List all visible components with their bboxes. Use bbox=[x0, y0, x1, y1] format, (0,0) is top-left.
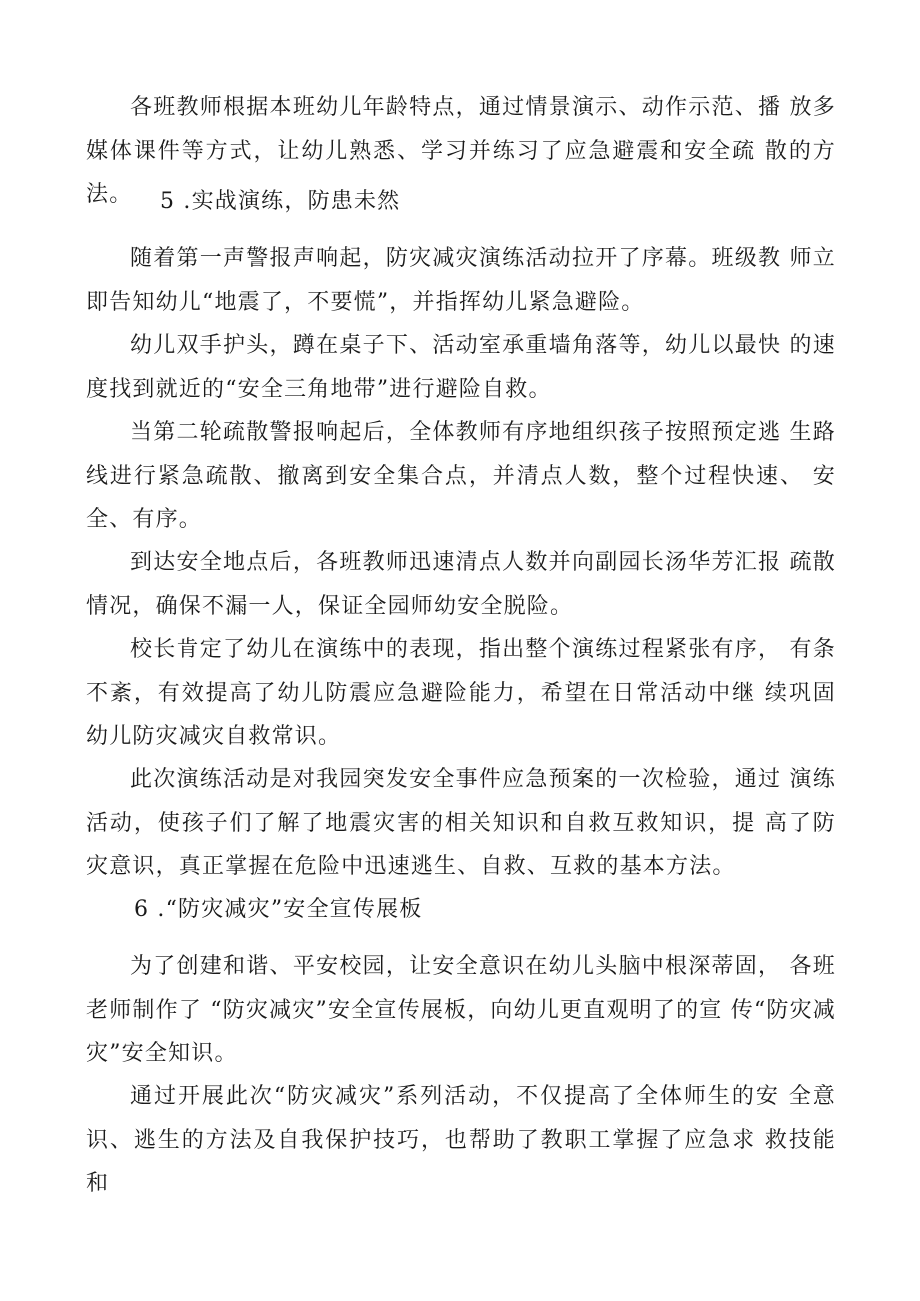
section-heading-6: 6 .“防灾减灾”安全宣传展板 bbox=[134, 897, 423, 922]
paragraph-drill-summary: 此次演练活动是对我园突发安全事件应急预案的一次检验，通过 演练活动，使孩子们了解了地震灾害的相关知识和自救互救知识，提 高了防灾意识，真正掌握在危险中迅速逃生、自救、互救的基本方法。 bbox=[86, 767, 836, 879]
section-heading-5: 5 .实战演练，防患未然 bbox=[160, 189, 401, 214]
paragraph-principal-remarks: 校长肯定了幼儿在演练中的表现，指出整个演练过程紧张有序， 有条不紊，有效提高了幼儿防震应急避险能力，希望在日常活动中继 续巩固幼儿防灾减灾自救常识。 bbox=[86, 637, 836, 749]
paragraph-drill-teaching: 各班教师根据本班幼儿年龄特点，通过情景演示、动作示范、播 放多媒体课件等方式，让幼儿熟悉、学习并练习了应急避震和安全疏 散的方法。 bbox=[86, 95, 836, 207]
paragraph-evacuation: 当第二轮疏散警报响起后，全体教师有序地组织孩子按照预定逃 生路线进行紧急疏散、撤离到安全集合点，并清点人数，整个过程快速、 安全、有序。 bbox=[86, 420, 836, 532]
paragraph-alarm: 随着第一声警报声响起，防灾减灾演练活动拉开了序幕。班级教 师立即告知幼儿“地震了，不要慌”，并指挥幼儿紧急避险。 bbox=[86, 246, 836, 315]
paragraph-take-cover: 幼儿双手护头，蹲在桌子下、活动室承重墙角落等，幼儿以最快 的速度找到就近的“安全三角地带”进行避险自救。 bbox=[86, 333, 836, 402]
paragraph-conclusion: 通过开展此次“防灾减灾”系列活动，不仅提高了全体师生的安 全意识、逃生的方法及自我保护技巧，也帮助了教职工掌握了应急求 救技能和 bbox=[86, 1084, 836, 1196]
paragraph-display-board: 为了创建和谐、平安校园，让安全意识在幼儿头脑中根深蒂固， 各班老师制作了 “防灾减灾”安全宣传展板，向幼儿更直观明了的宣 传“防灾减灾”安全知识。 bbox=[86, 954, 836, 1066]
paragraph-headcount: 到达安全地点后，各班教师迅速清点人数并向副园长汤华芳汇报 疏散情况，确保不漏一人，保证全园师幼安全脱险。 bbox=[86, 550, 836, 619]
